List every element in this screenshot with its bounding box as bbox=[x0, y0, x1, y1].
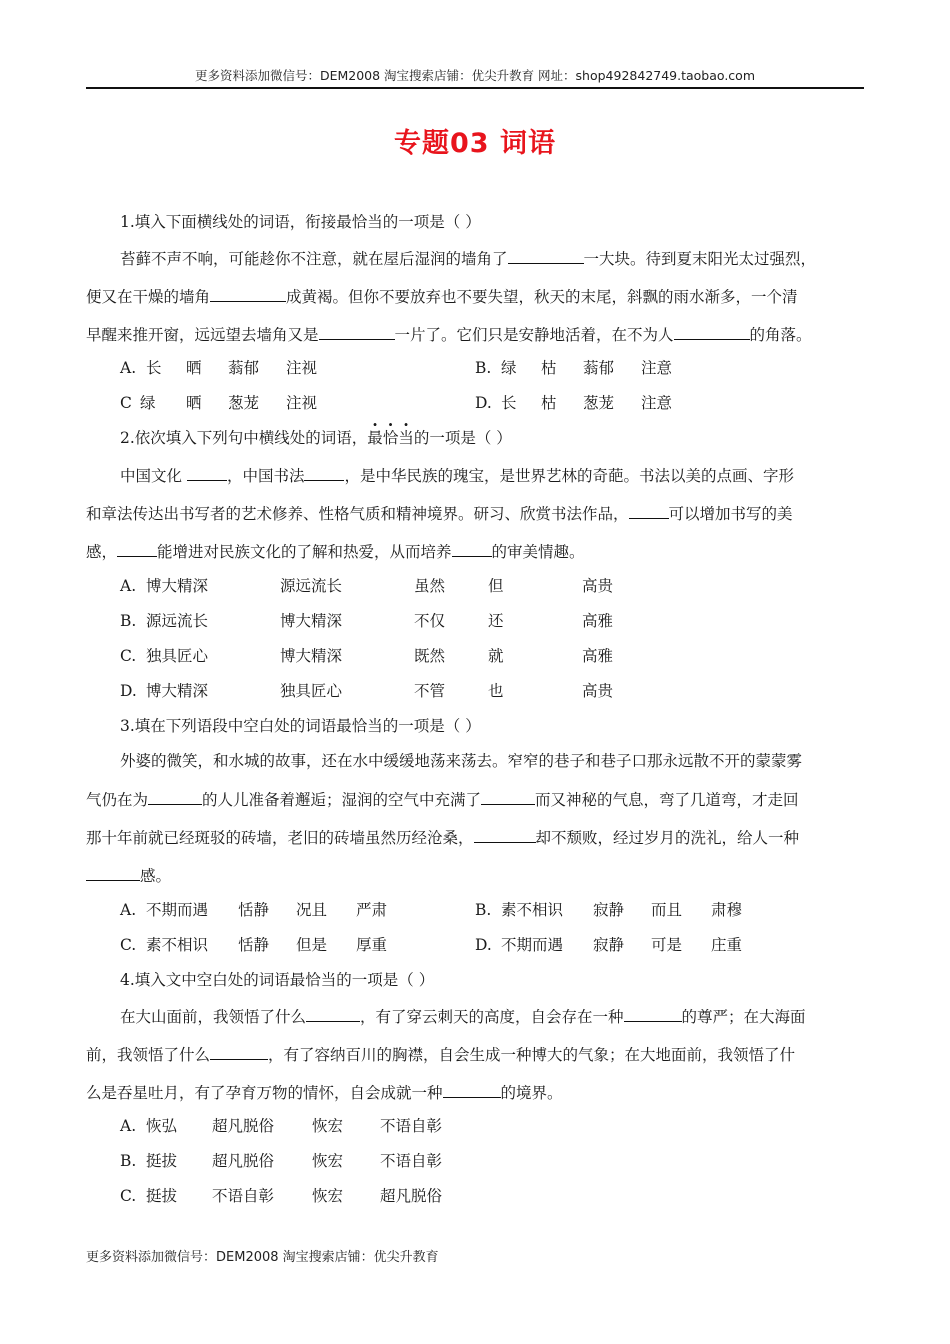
option-letter: D. bbox=[475, 936, 492, 954]
option-word: 素不相识 bbox=[146, 936, 209, 954]
option-word: 高贵 bbox=[582, 682, 614, 700]
option-letter: C. bbox=[120, 647, 137, 665]
option-word: 但是 bbox=[296, 936, 328, 954]
option-word: 长 bbox=[146, 359, 162, 377]
answer-blank bbox=[210, 1044, 268, 1060]
option-letter: C. bbox=[120, 1187, 137, 1205]
option-word: 寂静 bbox=[593, 936, 625, 954]
option-word: 还 bbox=[488, 612, 504, 630]
option-word: 但 bbox=[488, 577, 504, 595]
option-word: 源远流长 bbox=[280, 577, 343, 595]
answer-blank bbox=[508, 248, 584, 264]
option-word: 况且 bbox=[296, 901, 328, 919]
option-word: 博大精深 bbox=[280, 647, 343, 665]
option-word: 独具匠心 bbox=[280, 682, 343, 700]
option-word: 独具匠心 bbox=[146, 647, 209, 665]
answer-blank bbox=[319, 324, 395, 340]
answer-blank bbox=[210, 286, 286, 302]
option-letter: A. bbox=[120, 577, 137, 595]
answer-blank bbox=[452, 541, 492, 557]
question-3-passage-line-3: 那十年前就已经斑驳的砖墙，老旧的砖墙虽然历经沧桑， 却不颓败，经过岁月的洗礼，给人一种 bbox=[86, 829, 800, 847]
option-word: 晒 bbox=[186, 394, 202, 412]
option-word: 源远流长 bbox=[146, 612, 209, 630]
option-word: 高雅 bbox=[582, 612, 614, 630]
answer-blank bbox=[304, 465, 344, 481]
option-word: 不期而遇 bbox=[501, 936, 564, 954]
emphasis-dot-char: 最 bbox=[367, 429, 383, 447]
question-2-passage-line-1: 中国文化 ，中国书法 ，是中华民族的瑰宝，是世界艺林的奇葩。书法以美的点画、字形 bbox=[120, 467, 794, 485]
option-word: 枯 bbox=[541, 394, 557, 412]
option-word: 恢宏 bbox=[312, 1187, 344, 1205]
option-letter: C. bbox=[120, 936, 137, 954]
option-word: 素不相识 bbox=[501, 901, 564, 919]
question-1-passage-line-2: 便又在干燥的墙角 成黄褐。但你不要放弃也不要失望，秋天的末尾，斜飘的雨水渐多，一个清 bbox=[86, 288, 798, 306]
answer-blank bbox=[306, 1006, 360, 1022]
option-word: 也 bbox=[488, 682, 504, 700]
emphasis-dot-char: 恰 bbox=[382, 429, 399, 447]
option-word: 就 bbox=[488, 647, 504, 665]
option-word: 葱茏 bbox=[583, 394, 615, 412]
option-word: 寂静 bbox=[593, 901, 625, 919]
question-1-stem: 1.填入下面横线处的词语，衔接最恰当的一项是（ ） bbox=[120, 213, 481, 231]
answer-blank bbox=[481, 789, 535, 805]
option-word: 虽然 bbox=[414, 577, 446, 595]
option-word: 而且 bbox=[651, 901, 683, 919]
option-word: 博大精深 bbox=[146, 682, 209, 700]
question-1-passage-line-3: 早醒来推开窗，远远望去墙角又是 一片了。它们只是安静地活着，在不为人 的角落。 bbox=[86, 326, 812, 344]
option-letter: A. bbox=[120, 901, 137, 919]
option-word: 蓊郁 bbox=[583, 359, 615, 377]
page-footer: 更多资料添加微信号：DEM2008 淘宝搜索店铺：优尖升教育 bbox=[86, 1250, 439, 1265]
header-divider bbox=[86, 87, 864, 89]
option-letter: A. bbox=[120, 1117, 137, 1135]
option-word: 挺拔 bbox=[146, 1187, 178, 1205]
option-word: 不语自彰 bbox=[380, 1152, 443, 1170]
answer-blank bbox=[187, 465, 227, 481]
question-3-passage-line-1: 外婆的微笑，和水城的故事，还在水中缓缓地荡来荡去。窄窄的巷子和巷子口那永远散不开的蒙蒙雾 bbox=[120, 752, 803, 770]
answer-blank bbox=[624, 1006, 682, 1022]
option-word: 葱茏 bbox=[228, 394, 260, 412]
question-2-passage-line-2: 和章法传达出书写者的艺术修养、性格气质和精神境界。研习、欣赏书法作品， 可以增加书写的美 bbox=[86, 505, 793, 523]
question-4-passage-line-2: 前，我领悟了什么 ，有了容纳百川的胸襟，自会生成一种博大的气象；在大地面前，我领悟了什 bbox=[86, 1046, 796, 1064]
option-letter: B. bbox=[120, 612, 137, 630]
option-word: 可是 bbox=[651, 936, 683, 954]
answer-blank bbox=[86, 865, 140, 881]
answer-blank bbox=[117, 541, 157, 557]
option-word: 超凡脱俗 bbox=[380, 1187, 443, 1205]
option-word: 超凡脱俗 bbox=[212, 1152, 275, 1170]
emphasized-phrase bbox=[367, 429, 414, 447]
option-letter: D. bbox=[120, 682, 137, 700]
option-word: 厚重 bbox=[356, 936, 388, 954]
option-word: 庄重 bbox=[711, 936, 743, 954]
option-word: 恬静 bbox=[238, 901, 270, 919]
answer-blank bbox=[474, 827, 536, 843]
option-word: 注意 bbox=[641, 394, 673, 412]
emphasis-dot-char: 当 bbox=[398, 429, 414, 447]
question-4-stem: 4.填入文中空白处的词语最恰当的一项是（ ） bbox=[120, 971, 435, 989]
option-letter: B. bbox=[475, 359, 492, 377]
option-letter: B. bbox=[120, 1152, 137, 1170]
option-word: 绿 bbox=[140, 394, 156, 412]
question-3-stem: 3.填在下列语段中空白处的词语最恰当的一项是（ ） bbox=[120, 717, 481, 735]
option-word: 不语自彰 bbox=[212, 1187, 275, 1205]
option-word: 肃穆 bbox=[711, 901, 743, 919]
option-word: 恢宏 bbox=[312, 1117, 344, 1135]
option-word: 晒 bbox=[186, 359, 202, 377]
question-2-stem: 2.依次填入下列句中横线处的词语，最恰当的一项是（ ） bbox=[120, 429, 512, 447]
option-word: 严肃 bbox=[356, 901, 388, 919]
option-word: 注视 bbox=[286, 359, 318, 377]
option-letter: D. bbox=[475, 394, 492, 412]
option-word: 蓊郁 bbox=[228, 359, 260, 377]
question-2-passage-line-3: 感， 能增进对民族文化的了解和热爱，从而培养 的审美情趣。 bbox=[86, 543, 585, 561]
question-3-passage-line-2: 气仍在为 的人儿准备着邂逅；湿润的空气中充满了 而又神秘的气息，弯了几道弯，才走回 bbox=[86, 791, 799, 809]
option-word: 长 bbox=[501, 394, 517, 412]
option-word: 恬静 bbox=[238, 936, 270, 954]
option-word: 恢弘 bbox=[146, 1117, 178, 1135]
option-word: 高贵 bbox=[582, 577, 614, 595]
option-word: 注意 bbox=[641, 359, 673, 377]
option-word: 不仅 bbox=[414, 612, 446, 630]
answer-blank bbox=[443, 1082, 501, 1098]
option-word: 绿 bbox=[501, 359, 517, 377]
page-title: 专题03 词语 bbox=[394, 128, 556, 159]
answer-blank bbox=[629, 503, 669, 519]
option-letter: A. bbox=[120, 359, 137, 377]
option-word: 不期而遇 bbox=[146, 901, 209, 919]
option-word: 博大精深 bbox=[280, 612, 343, 630]
question-1-passage-line-1: 苔藓不声不响，可能趁你不注意，就在屋后湿润的墙角了 一大块。待到夏末阳光太过强烈， bbox=[120, 250, 817, 268]
question-3-passage-line-4: 感。 bbox=[86, 865, 171, 886]
option-word: 高雅 bbox=[582, 647, 614, 665]
option-word: 既然 bbox=[414, 647, 446, 665]
option-word: 不管 bbox=[414, 682, 446, 700]
answer-blank bbox=[148, 789, 202, 805]
option-word: 博大精深 bbox=[146, 577, 209, 595]
option-letter: B. bbox=[475, 901, 492, 919]
option-word: 超凡脱俗 bbox=[212, 1117, 275, 1135]
option-word: 注视 bbox=[286, 394, 318, 412]
answer-blank bbox=[674, 324, 750, 340]
option-word: 挺拔 bbox=[146, 1152, 178, 1170]
question-4-passage-line-3: 么是吞星吐月，有了孕育万物的情怀，自会成就一种 的境界。 bbox=[86, 1084, 563, 1102]
question-4-passage-line-1: 在大山面前，我领悟了什么 ，有了穿云刺天的高度，自会存在一种 的尊严；在大海面 bbox=[120, 1008, 806, 1026]
option-word: 枯 bbox=[541, 359, 557, 377]
option-letter: C bbox=[120, 394, 132, 412]
option-word: 不语自彰 bbox=[380, 1117, 443, 1135]
page-header: 更多资料添加微信号：DEM2008 淘宝搜索店铺：优尖升教育 网址：shop492842749.taobao.com bbox=[194, 68, 756, 83]
option-word: 恢宏 bbox=[312, 1152, 344, 1170]
